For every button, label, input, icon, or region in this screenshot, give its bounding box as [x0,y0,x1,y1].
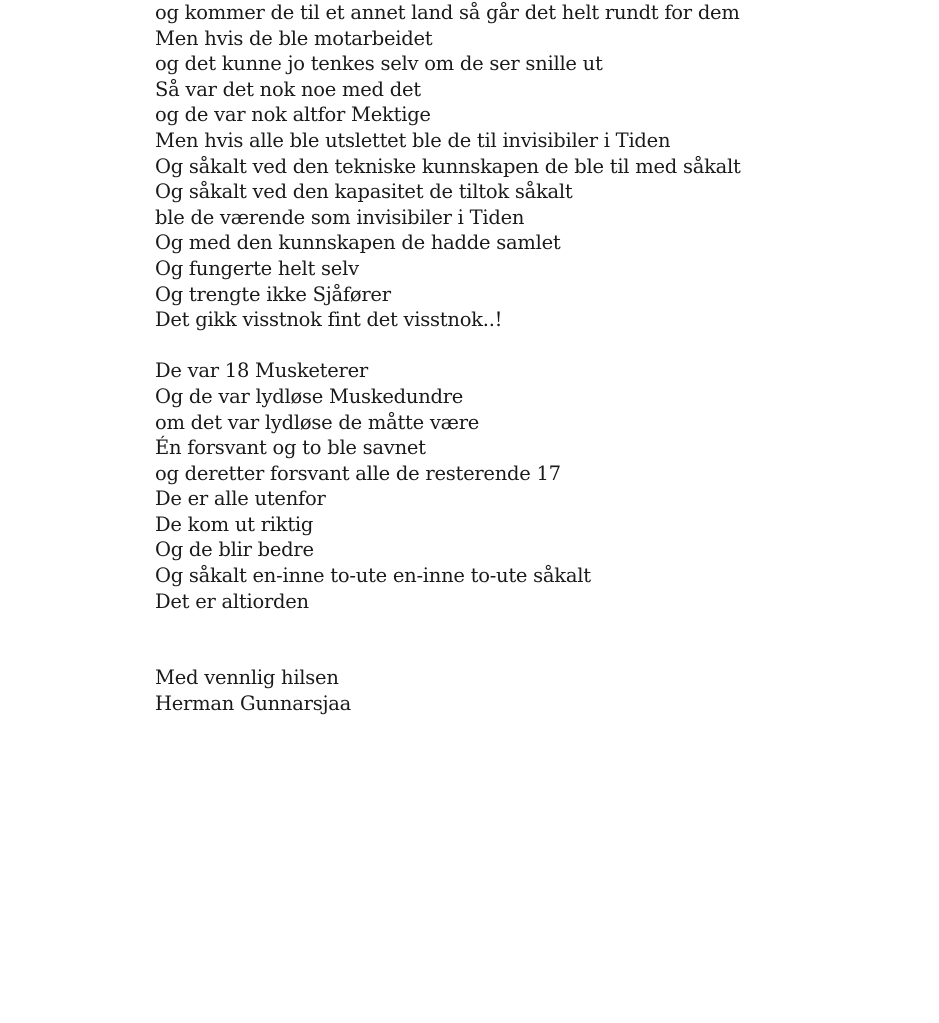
poem-line: De var 18 Musketerer [155,359,368,383]
signature-block [155,665,895,716]
poem-stanza-2 [155,358,895,614]
poem-line: og det kunne jo tenkes selv om de ser snille ut [155,52,603,76]
poem-stanza-1 [155,0,895,333]
closing-salutation: Med vennlig hilsen [155,666,339,690]
poem-line: ble de værende som invisibiler i Tiden [155,205,525,229]
signature-name: Herman Gunnarsjaa [155,692,351,716]
poem-line: Og fungerte helt selv [155,256,359,280]
poem-line: De kom ut riktig [155,512,314,536]
poem-line: Så var det nok noe med det [155,77,421,101]
poem-line: og de var nok altfor Mektige [155,103,431,127]
poem-line: Og såkalt en-inne to-ute en-inne to-ute såkalt [155,564,591,588]
poem-line: Det er altiorden [155,589,309,613]
poem-line: Og med den kunnskapen de hadde samlet [155,231,561,255]
poem-line: og deretter forsvant alle de resterende 17 [155,461,561,485]
letter-body [155,0,895,717]
poem-line: Og de var lydløse Muskedundre [155,384,464,408]
poem-line: Én forsvant og to ble savnet [155,436,426,460]
poem-line: om det var lydløse de måtte være [155,410,480,434]
poem-line: Men hvis alle ble utslettet ble de til invisibiler i Tiden [155,128,671,152]
poem-line: De er alle utenfor [155,487,326,511]
poem-line: Og såkalt ved den kapasitet de tiltok såkalt [155,180,573,204]
poem-line: Men hvis de ble motarbeidet [155,26,433,50]
poem-line: Og de blir bedre [155,538,314,562]
poem-line: Og såkalt ved den tekniske kunnskapen de ble til med såkalt [155,154,741,178]
poem-line: Det gikk visstnok fint det visstnok..! [155,308,503,332]
poem-line: og kommer de til et annet land så går det helt rundt for dem [155,1,740,24]
poem-line: Og trengte ikke Sjåfører [155,282,391,306]
